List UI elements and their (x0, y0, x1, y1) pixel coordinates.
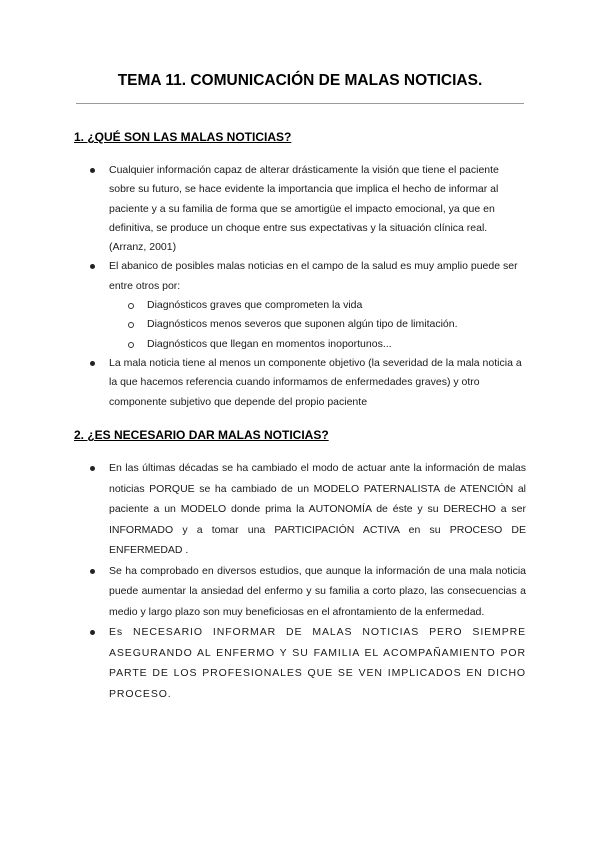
sub-list-item-text: Diagnósticos que llegan en momentos inoportunos... (147, 337, 392, 350)
list-item-text: Cualquier información capaz de alterar drásticamente la visión que tiene el paciente sobre su futuro, se hace evidente la importancia que implica el hecho de informar al paciente y a su familia de forma que se amortigüe el impacto emocional, ya que en definitiva, se produce un choque entre sus expectativas y la situación clínica real. (Arranz, 2001) (109, 164, 499, 254)
list-item-text: El abanico de posibles malas noticias en el campo de la salud es muy amplio puede ser entre otros por: (109, 260, 518, 292)
list-item-text: La mala noticia tiene al menos un componente objetivo (la severidad de la mala noticia a la que hacemos referencia cuando informamos de enfermedades graves) y otro componente subjetivo que depende del propio paciente (109, 356, 522, 408)
sub-list-item (128, 335, 526, 354)
list-item (90, 622, 526, 704)
bullet-icon (90, 569, 95, 574)
bullet-icon (90, 466, 95, 471)
list-item (90, 458, 526, 561)
section-1-list (90, 161, 526, 412)
list-item-text: Es NECESARIO INFORMAR DE MALAS NOTICIAS PERO SIEMPRE ASEGURANDO AL ENFERMO Y SU FAMILIA EL ACOMPAÑAMIENTO POR PARTE DE LOS PROFESIONALES QUE SE VEN IMPLICADOS EN DICHO PROCESO. (109, 626, 526, 700)
list-item-text: Se ha comprobado en diversos estudios, que aunque la información de una mala noticia puede aumentar la ansiedad del enfermo y su familia a corto plazo, las consecuencias a medio y largo plazo son muy beneficiosas en el afrontamiento de la enfermedad. (109, 564, 526, 618)
hollow-bullet-icon (128, 303, 134, 309)
list-item (90, 257, 526, 353)
sub-list-item (128, 315, 526, 334)
list-item (90, 561, 526, 623)
section-2-list (90, 458, 526, 704)
section-2-heading: 2. ¿ES NECESARIO DAR MALAS NOTICIAS? (74, 428, 329, 442)
list-item (90, 354, 526, 412)
sub-list-item (128, 296, 526, 315)
sub-list-item-text: Diagnósticos menos severos que suponen algún tipo de limitación. (147, 318, 458, 331)
page-title: TEMA 11. COMUNICACIÓN DE MALAS NOTICIAS. (117, 72, 483, 89)
list-item-text: En las últimas décadas se ha cambiado el modo de actuar ante la información de malas noticias PORQUE se ha cambiado de un MODELO PATERNALISTA de ATENCIÓN al paciente a un MODELO donde prima la AUTONOMÍA de éste y su DERECHO a ser INFORMADO y a tomar una PARTICIPACIÓN ACTIVA en su PROCESO DE ENFERMEDAD . (109, 462, 526, 556)
section-1-heading: 1. ¿QUÉ SON LAS MALAS NOTICIAS? (74, 130, 292, 144)
section-1-sublist (109, 296, 526, 354)
title-divider (76, 103, 524, 104)
bullet-icon (90, 168, 95, 173)
hollow-bullet-icon (128, 342, 134, 348)
list-item (90, 161, 526, 257)
sub-list-item-text: Diagnósticos graves que comprometen la vida (147, 299, 363, 312)
bullet-icon (90, 264, 95, 269)
hollow-bullet-icon (128, 322, 134, 328)
bullet-icon (90, 630, 95, 635)
bullet-icon (90, 361, 95, 366)
